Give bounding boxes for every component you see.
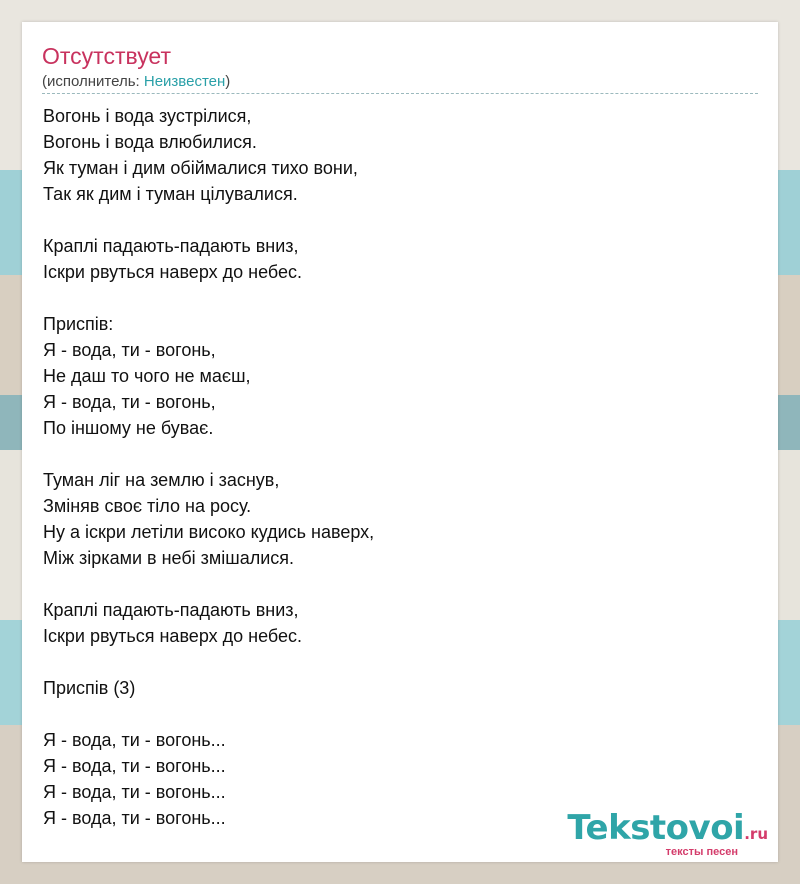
lyrics-line: Ну а іскри летіли високо кудись наверх,	[43, 522, 375, 542]
lyrics-line: Я - вода, ти - вогонь...	[43, 782, 226, 802]
lyrics-line	[43, 207, 743, 233]
watermark-tld: .ru	[744, 825, 768, 843]
lyrics-line: Між зірками в небі змішалися.	[43, 548, 295, 568]
lyrics-line: Вогонь і вода зустрілися,	[43, 106, 252, 126]
site-watermark	[567, 810, 768, 858]
lyrics-line	[43, 285, 743, 311]
lyrics-line: Вогонь і вода влюбилися.	[43, 132, 257, 152]
lyrics-line: По іншому не буває.	[43, 418, 214, 438]
artist-prefix: (исполнитель:	[42, 73, 144, 90]
lyrics-line: Так як дим і туман цілувалися.	[43, 184, 298, 204]
lyrics-line	[43, 441, 743, 467]
lyrics-line: Туман ліг на землю і заснув,	[43, 470, 280, 490]
lyrics-line: Приспів (3)	[43, 678, 136, 698]
lyrics-line: Зміняв своє тіло на росу.	[43, 496, 252, 516]
lyrics-line: Я - вода, ти - вогонь...	[43, 730, 226, 750]
lyrics-line: Як туман і дим обіймалися тихо вони,	[43, 158, 358, 178]
lyrics-line: Я - вода, ти - вогонь...	[43, 808, 226, 828]
lyrics-line: Не даш то чого не маєш,	[43, 366, 251, 386]
lyrics-line	[43, 701, 743, 727]
watermark-tagline: тексты песен	[665, 846, 738, 858]
lyrics-line: Краплі падають-падають вниз,	[43, 600, 299, 620]
lyrics-line	[43, 571, 743, 597]
watermark-brand: Tekstovoi	[567, 808, 745, 848]
title-divider	[42, 93, 758, 94]
lyrics-line: Я - вода, ти - вогонь...	[43, 756, 226, 776]
song-title: Отсутствует	[42, 43, 171, 69]
lyrics-line: Я - вода, ти - вогонь,	[43, 392, 216, 412]
lyrics-line: Іскри рвуться наверх до небес.	[43, 262, 303, 282]
artist-link[interactable]: Неизвестен	[143, 73, 226, 90]
lyrics-card	[22, 22, 778, 862]
lyrics-line	[43, 649, 743, 675]
lyrics-line: Краплі падають-падають вниз,	[43, 236, 299, 256]
artist-line	[42, 73, 230, 91]
lyrics-line: Я - вода, ти - вогонь,	[43, 340, 216, 360]
lyrics-line: Іскри рвуться наверх до небес.	[43, 626, 303, 646]
lyrics-text	[43, 103, 743, 831]
lyrics-line: Приспів:	[43, 314, 114, 334]
artist-suffix: )	[225, 73, 231, 90]
